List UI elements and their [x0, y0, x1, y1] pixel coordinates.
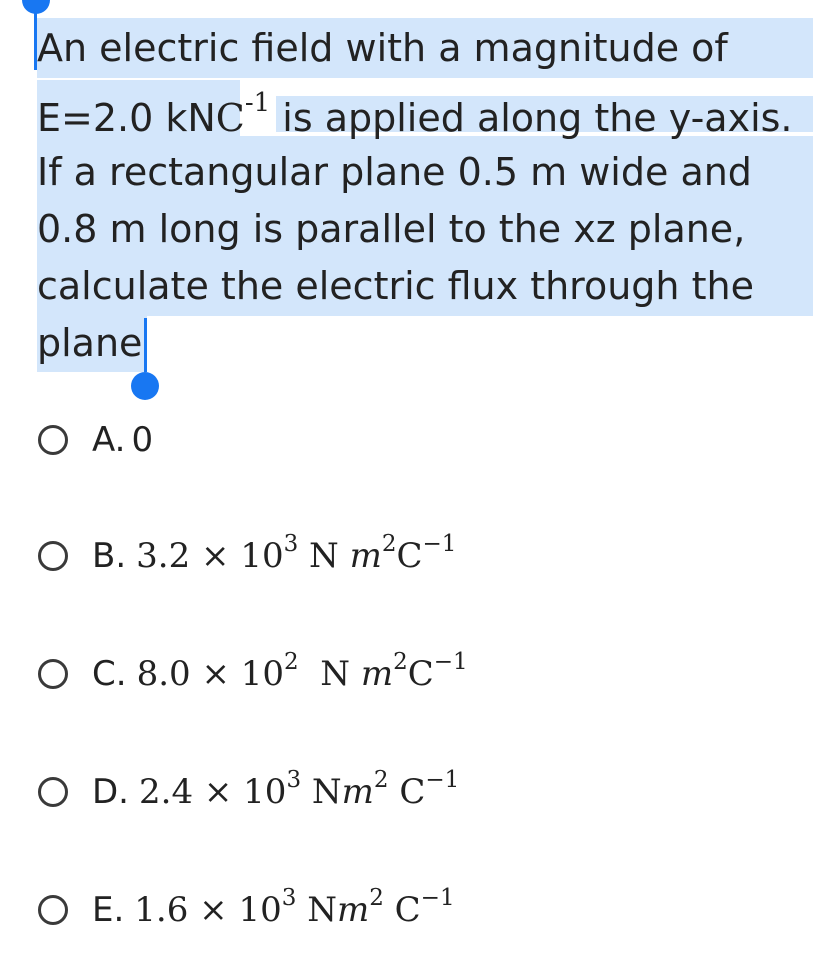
- option-a[interactable]: [38, 410, 153, 470]
- question-line-4: 0.8 m long is parallel to the xz plane,: [37, 207, 746, 251]
- radio-b[interactable]: [38, 541, 68, 571]
- unit-exponent: -1: [244, 88, 271, 119]
- question-line-5: calculate the electric flux through the: [37, 264, 754, 308]
- question-line-1: An electric field with a magnitude of: [37, 26, 728, 70]
- option-d-letter: D.: [92, 772, 129, 812]
- unit-c: C: [215, 96, 245, 140]
- radio-a[interactable]: [38, 425, 68, 455]
- question-line-2-suffix: is applied along the y-axis.: [270, 96, 793, 140]
- option-e-letter: E.: [92, 890, 125, 930]
- option-c[interactable]: [38, 644, 468, 704]
- option-b-letter: B.: [92, 536, 127, 576]
- option-e-value: $1.6 \times 10^3$ Nm$^2$ $C^{-1}$: [134, 884, 455, 930]
- option-b-value: $3.2 \times 10^3$ N $m^2C^{-1}$: [136, 530, 457, 576]
- option-c-letter: C.: [92, 654, 127, 694]
- option-c-value: $8.0 \times 10^2$ N $m^2C^{-1}$: [136, 648, 468, 694]
- radio-d[interactable]: [38, 777, 68, 807]
- option-d[interactable]: [38, 762, 459, 822]
- radio-e[interactable]: [38, 895, 68, 925]
- question-line-3: If a rectangular plane 0.5 m wide and: [37, 150, 752, 194]
- option-e[interactable]: [38, 880, 455, 940]
- option-a-letter: A.: [92, 420, 126, 460]
- question-line-6: plane: [37, 321, 143, 365]
- question-line-2-prefix: E=2.0 kN: [37, 96, 216, 140]
- radio-c[interactable]: [38, 659, 68, 689]
- option-b[interactable]: [38, 526, 456, 586]
- option-a-value: 0: [131, 420, 154, 460]
- option-d-value: $2.4 \times 10^3$ Nm$^2$ $C^{-1}$: [139, 766, 460, 812]
